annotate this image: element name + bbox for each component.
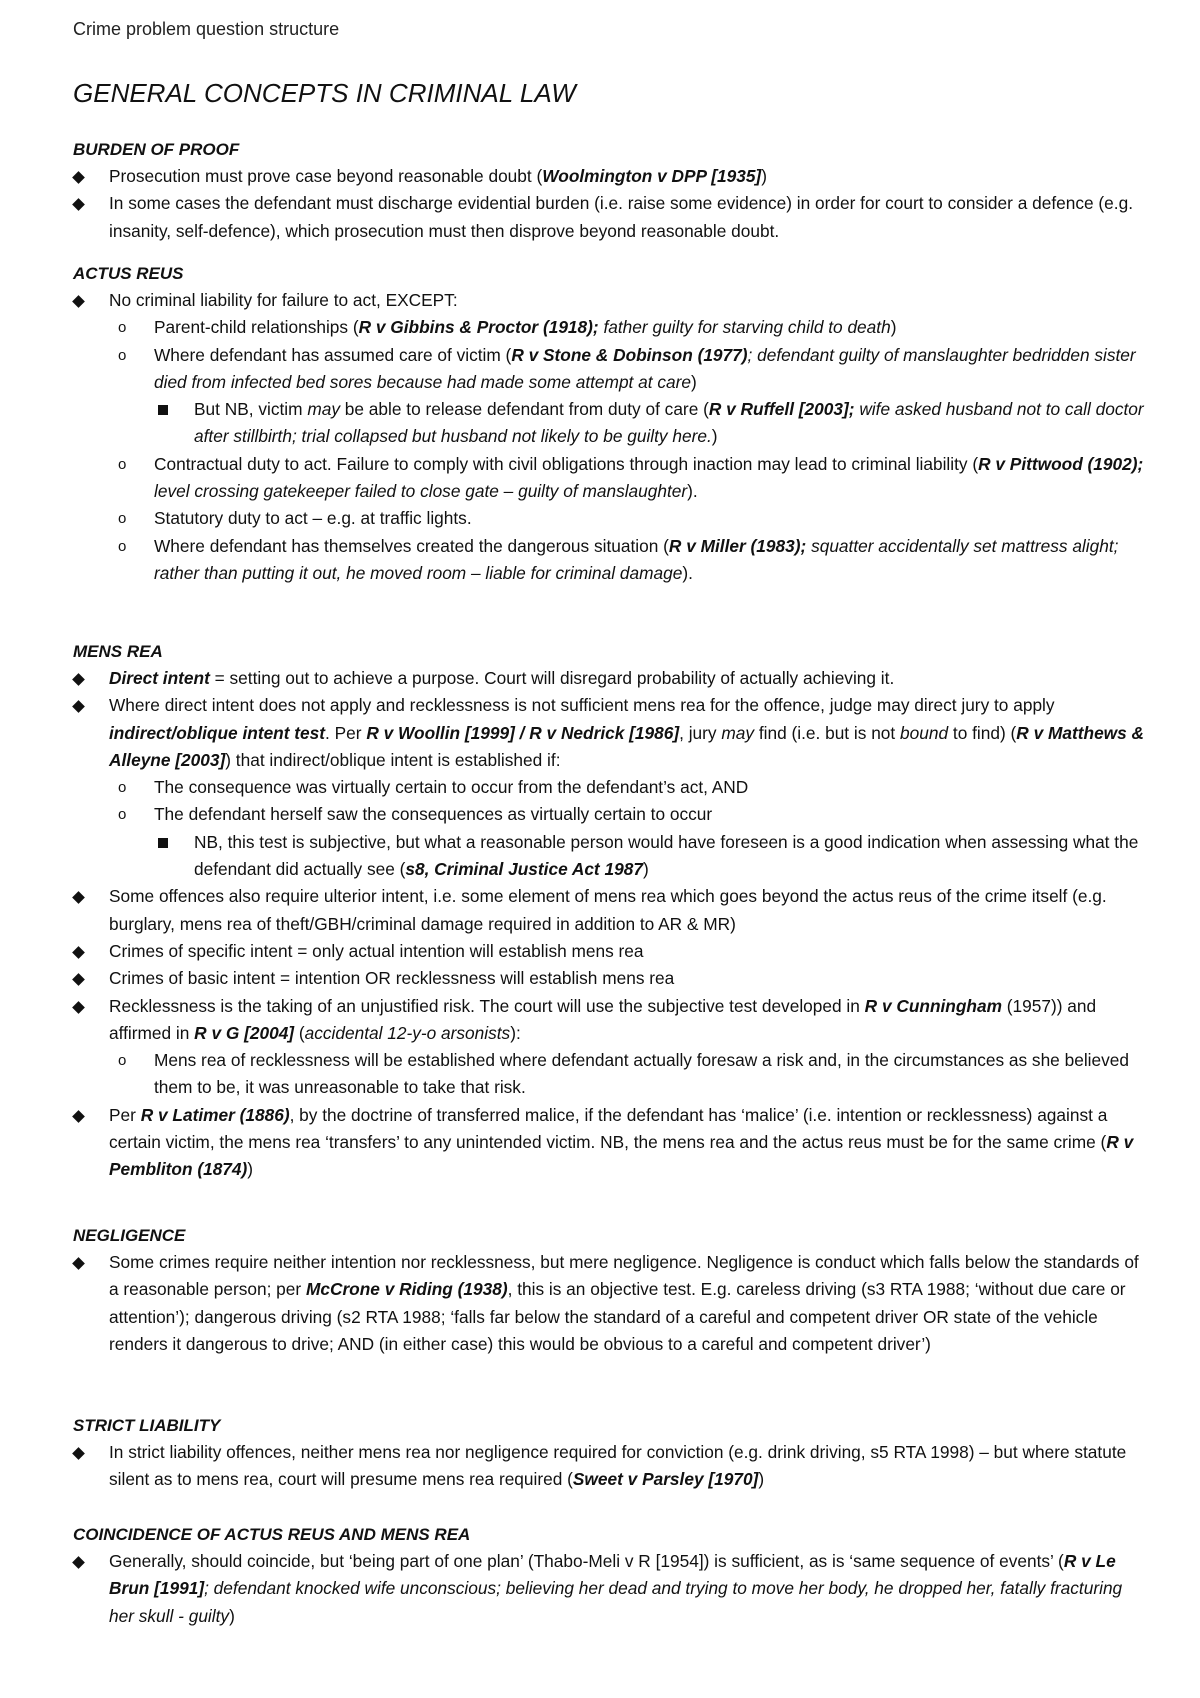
item-text: ) that indirect/oblique intent is established if: [225,749,561,770]
list-item [73,993,1148,1048]
item-text: But NB, victim [194,399,308,420]
case-citation: R v Cunningham [864,995,1002,1016]
diamond-bullet-icon [73,1548,87,1575]
item-text: ) [691,371,697,392]
item-text: ) [247,1159,254,1180]
italic-text: father guilty for starving child to death [598,317,891,338]
case-citation: R v G [2004] [194,1022,295,1043]
section-burden-of-proof [73,136,1148,245]
diamond-bullet-icon [73,938,87,965]
item-text: ( [294,1022,305,1043]
diamond-bullet-icon [73,190,87,217]
section-heading: NEGLIGENCE [73,1226,186,1245]
item-text: Crimes of specific intent = only actual intention will establish mens rea [109,940,644,961]
diamond-bullet-icon [73,883,87,910]
case-citation: indirect/oblique intent test [109,722,326,743]
section-heading: BURDEN OF PROOF [73,140,240,159]
list-item [73,774,1148,801]
item-text: Where defendant has assumed care of victim ( [154,344,512,365]
list-item [73,938,1148,965]
section-coincidence [73,1521,1148,1630]
case-citation: R v Le Brun [1991] [109,1551,1116,1599]
document-header: Crime problem question structure [73,19,340,39]
section-negligence [73,1222,1148,1358]
diamond-bullet-icon [73,1439,87,1466]
item-text: Recklessness is the taking of an unjustified risk. The court will use the subjective test developed in [109,995,865,1016]
item-text: The consequence was virtually certain to occur from the defendant’s act, AND [154,777,749,798]
item-text: Prosecution must prove case beyond reasonable doubt ( [109,166,543,186]
item-text: The defendant herself saw the consequences as virtually certain to occur [154,804,713,825]
item-text: Generally, should coincide, but ‘being part of one plan’ (Thabo-Meli v R [1954]) is sufficient, as is ‘same sequence of events’ ( [109,1551,1064,1571]
diamond-bullet-icon [73,163,87,190]
list-item [73,287,1148,314]
diamond-bullet-icon [73,287,87,314]
italic-text: accidental 12-y-o arsonists [304,1022,511,1043]
list-item [73,396,1148,451]
italic-text: may [307,399,340,420]
case-citation: R v Pembliton (1874) [109,1132,1134,1180]
case-citation: R v Gibbins & Proctor (1918); [358,317,599,338]
case-citation: R v Stone & Dobinson (1977) [511,344,748,365]
case-citation: R v Miller (1983); [668,535,807,556]
circle-bullet-icon: o [118,319,127,337]
item-text: ) [642,859,649,880]
item-text: Per [109,1104,141,1125]
item-text: ) [229,1605,235,1626]
diamond-bullet-icon [73,665,87,692]
case-citation: R v Ruffell [2003]; [708,399,855,420]
case-citation: R v Woollin [1999] / R v Nedrick [1986] [366,722,680,743]
item-text: Contractual duty to act. Failure to comply with civil obligations through inaction may lead to criminal liability ( [154,453,979,474]
list-item [73,190,1148,245]
diamond-bullet-icon [73,1102,87,1129]
item-text: ) [758,1469,765,1490]
item-text: Mens rea of recklessness will be established where defendant actually foresaw a risk and, in the circumstances as she believed them to be, it was unreasonable to take that risk. [154,1050,1129,1098]
item-text: Crimes of basic intent = intention OR recklessness will establish mens rea [109,968,675,989]
list-item [73,692,1148,774]
bullet-list [73,1439,1148,1494]
bullet-list [73,287,1148,587]
bullet-list [73,1548,1148,1630]
bullet-list [73,1249,1148,1358]
italic-text: ; defendant guilty of manslaughter bedridden sister died from infected bed sores because had made some attempt at care [154,344,1136,392]
italic-text: wife asked husband not to call doctor after stillbirth; trial collapsed but husband not likely to be guilty here. [194,399,1144,447]
list-item [73,883,1148,938]
case-citation: Direct intent [109,668,210,688]
item-text: , this is an objective test. E.g. careless driving (s3 RTA 1988; ‘without due care or attention’); dangerous driving (s2 RTA 1988; ‘falls far below the standard of a careful and competent driver OR state of the vehicle renders it dangerous to drive; AND (in either case) this would be obvious to a careful and competent driver’) [109,1279,1126,1354]
section-strict-liability [73,1412,1148,1494]
list-item [73,1439,1148,1494]
list-item [73,342,1148,397]
item-text: In some cases the defendant must discharge evidential burden (i.e. raise some evidence) in order for court to consider a defence (e.g. insanity, self-defence), which prosecution must then disprove beyond reasonable doubt. [109,193,1133,241]
list-item [73,801,1148,828]
item-text: find (i.e. but is not [754,722,901,743]
item-text: NB, this test is subjective, but what a reasonable person would have foreseen is a good indication when assessing what the defendant did actually see ( [194,831,1139,880]
italic-text: ; defendant knocked wife unconscious; believing her dead and trying to move her body, he dropped her, fatally fracturing her skull - guilty [109,1578,1123,1626]
list-item [73,163,1148,190]
italic-text: squatter accidentally set mattress alight; rather than putting it out, he moved room – liable for criminal damage [154,535,1119,583]
diamond-bullet-icon [73,1249,87,1276]
italic-text: level crossing gatekeeper failed to close gate – guilty of manslaughter [154,481,688,502]
section-heading: STRICT LIABILITY [73,1416,221,1435]
item-text: (1957)) and affirmed in [109,995,1097,1043]
item-text: , jury [679,722,722,743]
circle-bullet-icon: o [118,455,127,473]
item-text: No criminal liability for failure to act, EXCEPT: [109,290,458,310]
bullet-list [73,665,1148,1184]
section-heading: COINCIDENCE OF ACTUS REUS AND MENS REA [73,1525,471,1544]
item-text: , by the doctrine of transferred malice, if the defendant has ‘malice’ (i.e. intention or recklessness) against a certain victim, the mens rea ‘transfers’ to any unintended victim. NB, the mens rea and the actus reus must be for the same crime ( [109,1104,1108,1153]
item-text: ). [682,562,693,583]
item-text: ) [761,166,767,186]
case-citation: Sweet v Parsley [1970] [572,1469,759,1490]
item-text: ) [890,317,897,338]
list-item [73,314,1148,341]
item-text: be able to release defendant from duty of care ( [339,399,709,420]
item-text: Where defendant has themselves created the dangerous situation ( [154,535,669,556]
diamond-bullet-icon [73,692,87,719]
document-title: GENERAL CONCEPTS IN CRIMINAL LAW [73,78,576,108]
case-citation: Woolmington v DPP [1935] [542,166,762,186]
item-text: to find) ( [948,722,1017,743]
list-item [73,1548,1148,1630]
list-item [73,1047,1148,1102]
circle-bullet-icon: o [118,1052,127,1070]
list-item [73,965,1148,992]
list-item [73,505,1148,532]
section-actus-reus [73,260,1148,587]
italic-text: may [721,722,755,743]
item-text: Some crimes require neither intention nor recklessness, but mere negligence. Negligence is conduct which falls below the standards of a reasonable person; per [109,1252,1139,1300]
circle-bullet-icon: o [118,510,127,528]
circle-bullet-icon: o [118,779,127,797]
item-text: Some offences also require ulterior intent, i.e. some element of mens rea which goes beyond the actus reus of the crime itself (e.g. burglary, mens rea of theft/GBH/criminal damage required in addition to AR & MR) [109,886,1107,934]
item-text: = setting out to achieve a purpose. Court will disregard probability of actually achieving it. [209,668,895,688]
item-text: ). [687,481,698,502]
item-text: ) [711,426,718,447]
case-citation: s8, Criminal Justice Act 1987 [405,859,643,880]
item-text: In strict liability offences, neither mens rea nor negligence required for conviction (e.g. drink driving, s5 RTA 1998) – but where statute silent as to mens rea, court will presume mens rea required ( [109,1442,1127,1490]
case-citation: McCrone v Riding (1938) [305,1279,508,1300]
case-citation: R v Latimer (1886) [140,1104,290,1125]
italic-text: bound [900,722,949,743]
item-text: Statutory duty to act – e.g. at traffic lights. [154,508,472,529]
item-text: Parent-child relationships ( [154,317,359,338]
list-item [73,1102,1148,1184]
list-item [73,533,1148,588]
bullet-list [73,163,1148,245]
case-citation: R v Pittwood (1902); [978,453,1144,474]
list-item [73,829,1148,884]
section-heading: ACTUS REUS [73,264,184,283]
item-text: . Per [325,722,367,743]
case-citation: R v Matthews & Alleyne [2003] [109,722,1145,770]
section-mens-rea [73,638,1148,1184]
list-item [73,451,1148,506]
square-bullet-icon [158,396,168,423]
list-item [73,1249,1148,1358]
item-text: Where direct intent does not apply and recklessness is not sufficient mens rea for the offence, judge may direct jury to apply [109,695,1055,716]
circle-bullet-icon: o [118,537,127,555]
diamond-bullet-icon [73,993,87,1020]
list-item [73,665,1148,692]
item-text: ): [510,1022,521,1043]
section-heading: MENS REA [73,642,163,661]
circle-bullet-icon: o [118,806,127,824]
diamond-bullet-icon [73,965,87,992]
square-bullet-icon [158,829,168,856]
circle-bullet-icon: o [118,346,127,364]
